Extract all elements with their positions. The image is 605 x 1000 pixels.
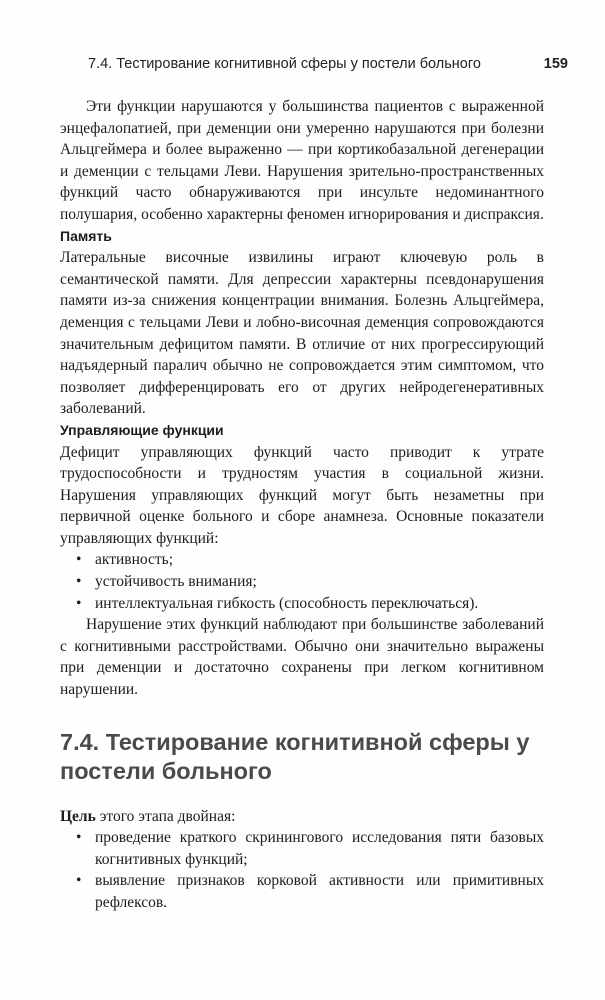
list-item-text: проведение краткого скринингового исследования пяти базовых когнитивных функций; bbox=[95, 829, 544, 868]
list-item bbox=[60, 593, 544, 615]
executive-conclusion: Нарушение этих функций наблюдают при большинстве заболеваний с когнитивными расстройствами. Обычно они значительно выражены при деменции и достаточно сохранены при легком когнитивном нарушении. bbox=[60, 616, 544, 699]
intro-paragraph: Эти функции нарушаются у большинства пациентов с выраженной энцефалопатией, при деменции они умеренно нарушаются при болезни Альцгеймера и более выраженно — при кортикобазальной дегенерации и деменции с тельцами Леви. Нарушения зрительно-пространственных функций часто обнаруживаются при инсульте недоминантного полушария, особенно характерны феномен игнорирования и диспраксия. bbox=[60, 98, 544, 223]
goal-label: Цель bbox=[60, 807, 96, 825]
executive-paragraph: Дефицит управляющих функций часто приводит к утрате трудоспособности и трудностям участия в социальной жизни. Нарушения управляющих функций могут быть незаметны при первичной оценке больного и сборе анамнеза. Основные показатели управляющих функций: bbox=[60, 443, 544, 547]
bullet-icon: • bbox=[76, 829, 82, 847]
list-item bbox=[60, 571, 544, 593]
goal-bullet-list bbox=[60, 827, 544, 913]
executive-bullet-list bbox=[60, 549, 544, 614]
running-head-title: 7.4. Тестирование когнитивной сферы у постели больного bbox=[88, 56, 481, 72]
page-number: 159 bbox=[543, 56, 568, 72]
list-item-text: активность; bbox=[95, 551, 174, 569]
bullet-icon: • bbox=[76, 551, 82, 569]
running-head bbox=[88, 56, 568, 76]
list-item bbox=[60, 827, 544, 870]
memory-heading: Память bbox=[60, 227, 112, 244]
memory-paragraph: Латеральные височные извилины играют ключевую роль в семантической памяти. Для депрессии характерны псевдонарушения памяти из-за снижения концентрации внимания. Болезнь Альцгеймера, деменция с тельцами Леви и лобно-височная деменция сопровождаются значительным дефицитом памяти. В отличие от них прогрессирующий надъядерный паралич обычно не сопровождается этим симптомом, что позволяет дифференцировать его от других нейродегенеративных заболеваний. bbox=[60, 249, 544, 418]
goal-text: этого этапа двойная: bbox=[95, 807, 236, 825]
section-title: 7.4. Тестирование когнитивной сферы у постели больного bbox=[60, 728, 530, 784]
list-item bbox=[60, 549, 544, 571]
bullet-icon: • bbox=[76, 573, 82, 591]
list-item-text: устойчивость внимания; bbox=[95, 573, 257, 591]
goal-paragraph bbox=[60, 806, 544, 828]
list-item bbox=[60, 870, 544, 913]
page-content bbox=[60, 96, 544, 914]
bullet-icon: • bbox=[76, 872, 82, 890]
list-item-text: выявление признаков корковой активности или примитивных рефлексов. bbox=[95, 872, 544, 911]
bullet-icon: • bbox=[76, 594, 82, 612]
list-item-text: интеллектуальная гибкость (способность переключаться). bbox=[95, 594, 479, 612]
executive-heading: Управляющие функции bbox=[60, 421, 224, 438]
